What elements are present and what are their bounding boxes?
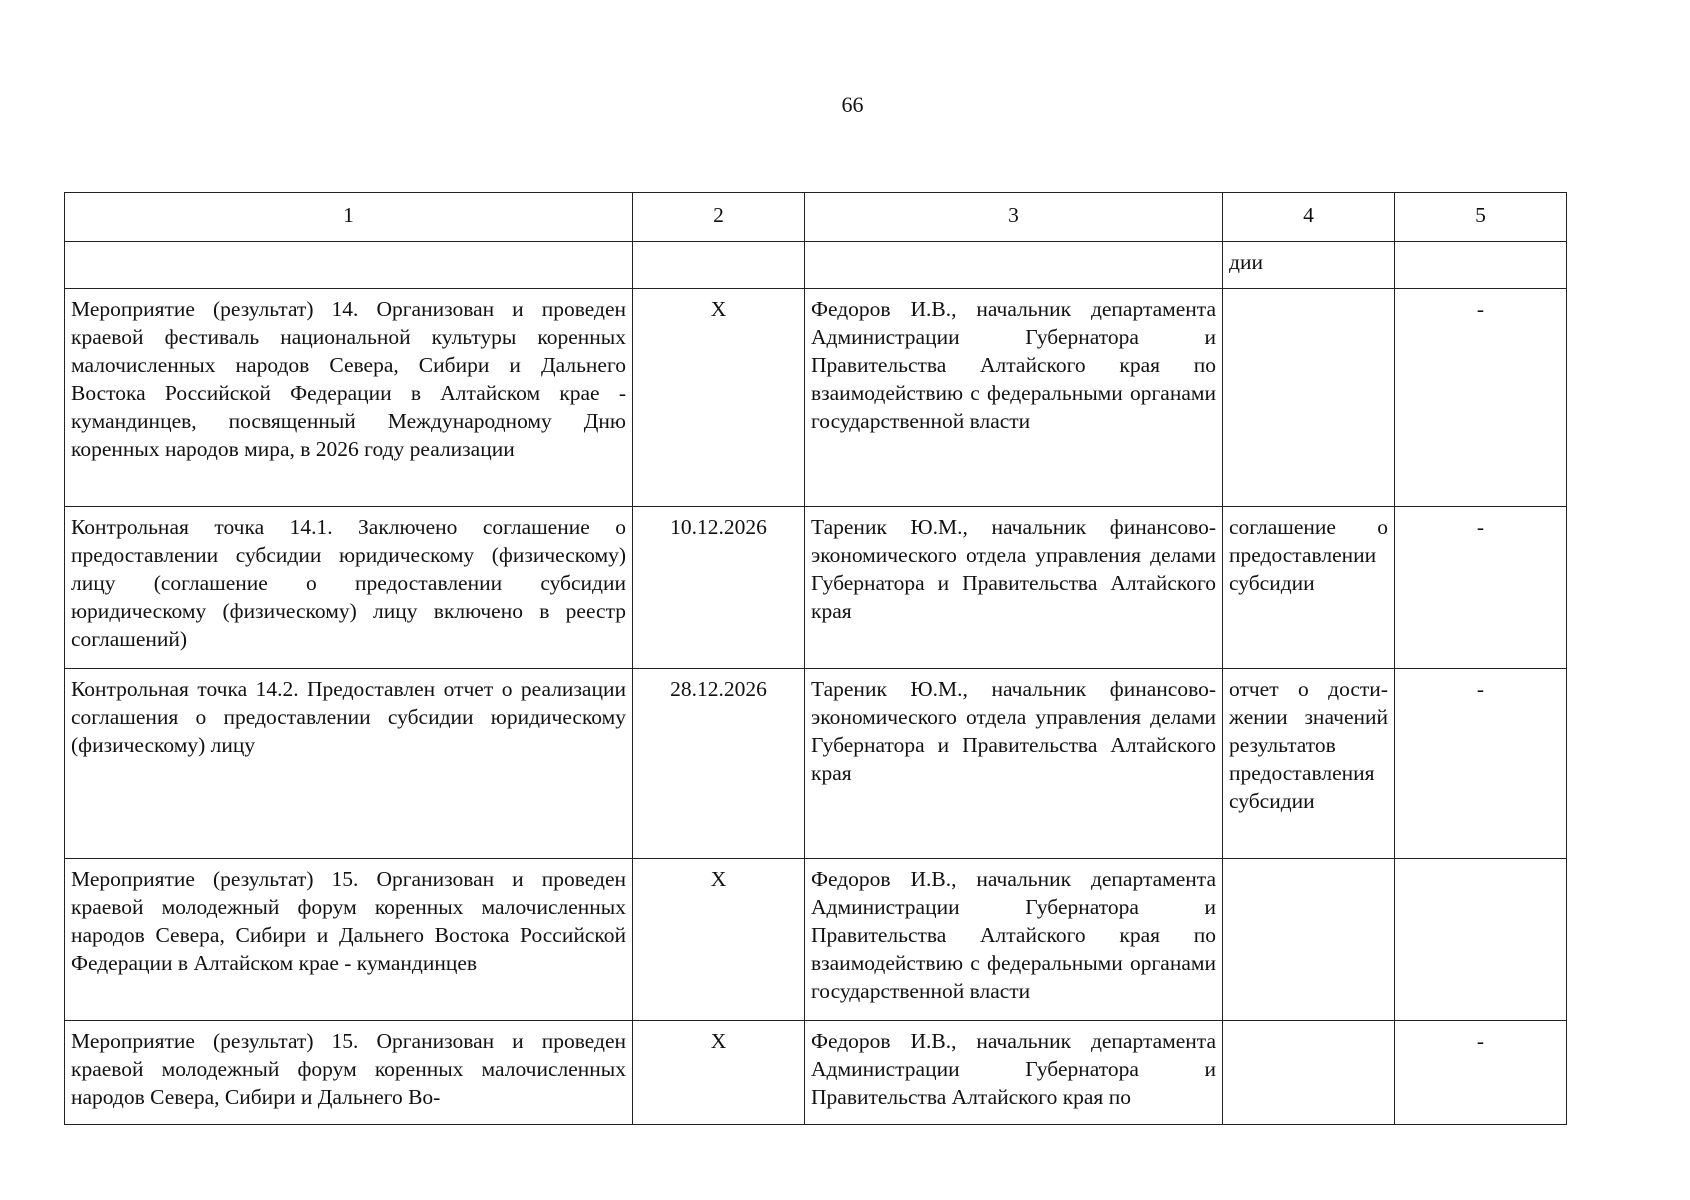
note-cell: -: [1395, 669, 1567, 859]
responsible-cell: Тареник Ю.М., начальник финансово-экономического отдела управления делами Губернатора и Правительства Алтайского края: [805, 669, 1223, 859]
table-row: [65, 859, 1567, 1021]
event-name-cell: Мероприятие (результат) 15. Организован и проведен краевой молодежный форум коренных малочисленных народов Севера, Сибири и Дальнего Во-: [65, 1021, 633, 1125]
responsible-cell: Федоров И.В., начальник департамента Администрации Губернатора и Правительства Алтайского края по: [805, 1021, 1223, 1125]
column-header-3: 3: [805, 193, 1223, 242]
document-cell: [1223, 859, 1395, 1021]
note-cell: -: [1395, 1021, 1567, 1125]
note-cell: -: [1395, 289, 1567, 507]
column-header-2: 2: [633, 193, 805, 242]
continuation-cell-4: дии: [1223, 242, 1395, 289]
events-table: [64, 192, 1567, 1125]
event-name-cell: Мероприятие (результат) 15. Организован и проведен краевой молодежный форум коренных малочисленных народов Севера, Сибири и Дальнего Востока Российской Федерации в Алтайском крае - кумандинцев: [65, 859, 633, 1021]
note-cell: [1395, 859, 1567, 1021]
responsible-cell: Федоров И.В., начальник департамента Администрации Губернатора и Правительства Алтайского края по взаимодействию с федеральными органами государственной власти: [805, 859, 1223, 1021]
document-cell: [1223, 1021, 1395, 1125]
continuation-cell-2: [633, 242, 805, 289]
page-number: 66: [841, 92, 864, 117]
deadline-cell: 28.12.2026: [633, 669, 805, 859]
document-cell: отчет о достижении значений результатов предоставления субсидии: [1223, 669, 1395, 859]
table-row: [65, 507, 1567, 669]
continuation-cell-3: [805, 242, 1223, 289]
table-row: [65, 289, 1567, 507]
continuation-row: [65, 242, 1567, 289]
deadline-cell: 10.12.2026: [633, 507, 805, 669]
column-header-4: 4: [1223, 193, 1395, 242]
responsible-cell: Тареник Ю.М., начальник финансово-экономического отдела управления делами Губернатора и Правительства Алтайского края: [805, 507, 1223, 669]
note-cell: -: [1395, 507, 1567, 669]
event-name-cell: Контрольная точка 14.1. Заключено соглашение о предоставлении субсидии юридическому (физическому) лицу (соглашение о предоставлении субсидии юридическому (физическому) лицу включено в реестр соглашений): [65, 507, 633, 669]
column-header-5: 5: [1395, 193, 1567, 242]
responsible-cell: Федоров И.В., начальник департамента Администрации Губернатора и Правительства Алтайского края по взаимодействию с федеральными органами государственной власти: [805, 289, 1223, 507]
column-header-1: 1: [65, 193, 633, 242]
event-name-cell: Мероприятие (результат) 14. Организован и проведен краевой фестиваль национальной культуры коренных малочисленных народов Севера, Сибири и Дальнего Востока Российской Федерации в Алтайском крае - кумандинцев, посвященный Международному Дню коренных народов мира, в 2026 году реализации: [65, 289, 633, 507]
deadline-cell: X: [633, 1021, 805, 1125]
continuation-cell-5: [1395, 242, 1567, 289]
deadline-cell: X: [633, 859, 805, 1021]
table-row: [65, 1021, 1567, 1125]
table-row: [65, 669, 1567, 859]
document-cell: [1223, 289, 1395, 507]
table-header-row: [65, 193, 1567, 242]
document-cell: соглашение о предоставлении субсидии: [1223, 507, 1395, 669]
continuation-cell-1: [65, 242, 633, 289]
event-name-cell: Контрольная точка 14.2. Предоставлен отчет о реализации соглашения о предоставлении субсидии юридическому (физическому) лицу: [65, 669, 633, 859]
deadline-cell: X: [633, 289, 805, 507]
